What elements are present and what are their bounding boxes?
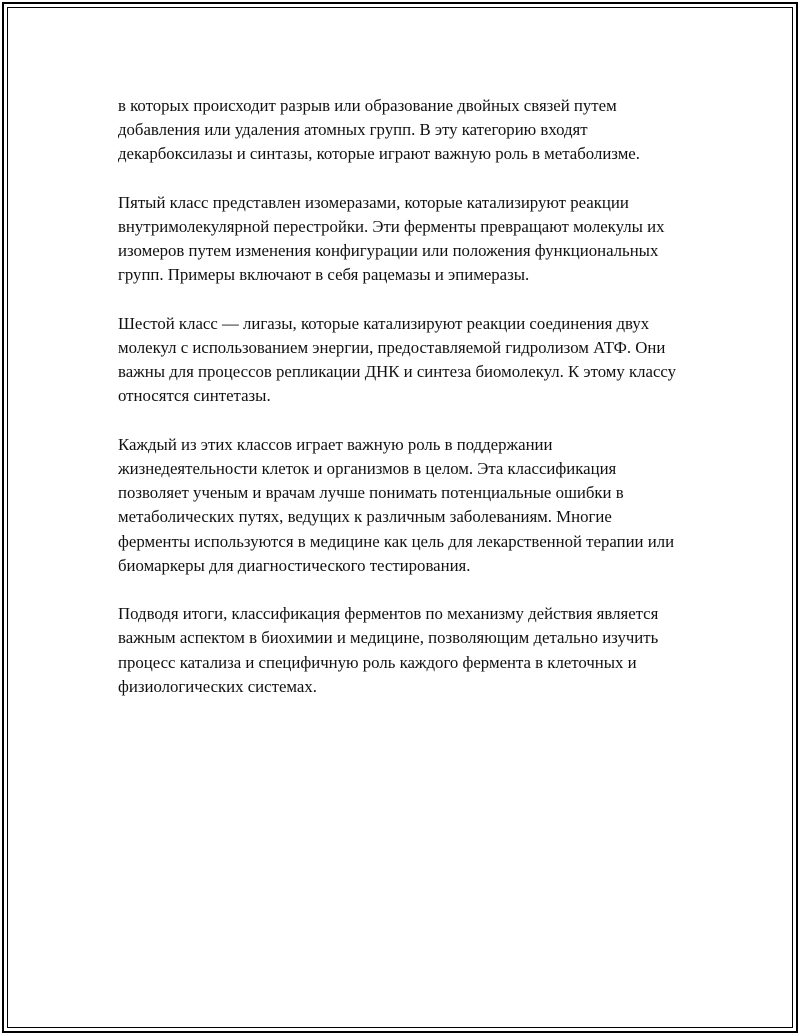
- paragraph-3: Шестой класс — лигазы, которые катализируют реакции соединения двух молекул с использованием энергии, предоставляемой гидролизом АТФ. Они важны для процессов репликации ДНК и синтеза биомолекул. К этому классу относятся синтетазы.: [118, 313, 677, 406]
- paragraph-4: Каждый из этих классов играет важную роль в поддержании жизнедеятельности клеток и организмов в целом. Эта классификация позволяет ученым и врачам лучше понимать потенциальные ошибки в метаболических путях, ведущих к различным заболеваниям. Многие ферменты используются в медицине как цель для лекарственной терапии или биомаркеры для диагностического тестирования.: [118, 434, 675, 575]
- paragraph-5: Подводя итоги, классификация ферментов по механизму действия является важным аспектом в биохимии и медицине, позволяющим детально изучить процесс катализа и специфичную роль каждого фермента в клеточных и физиологических системах.: [118, 604, 659, 696]
- paragraph-2: Пятый класс представлен изомеразами, которые катализируют реакции внутримолекулярной перестройки. Эти ферменты превращают молекулы их изомеров путем изменения конфигурации или положения функциональных групп. Примеры включают в себя рацемазы и эпимеразы.: [118, 192, 665, 285]
- paragraph-1: в которых происходит разрыв или образование двойных связей путем добавления или удаления атомных групп. В эту категорию входят декарбоксилазы и синтазы, которые играют важную роль в метаболизме.: [118, 96, 640, 164]
- document-body: [118, 94, 688, 723]
